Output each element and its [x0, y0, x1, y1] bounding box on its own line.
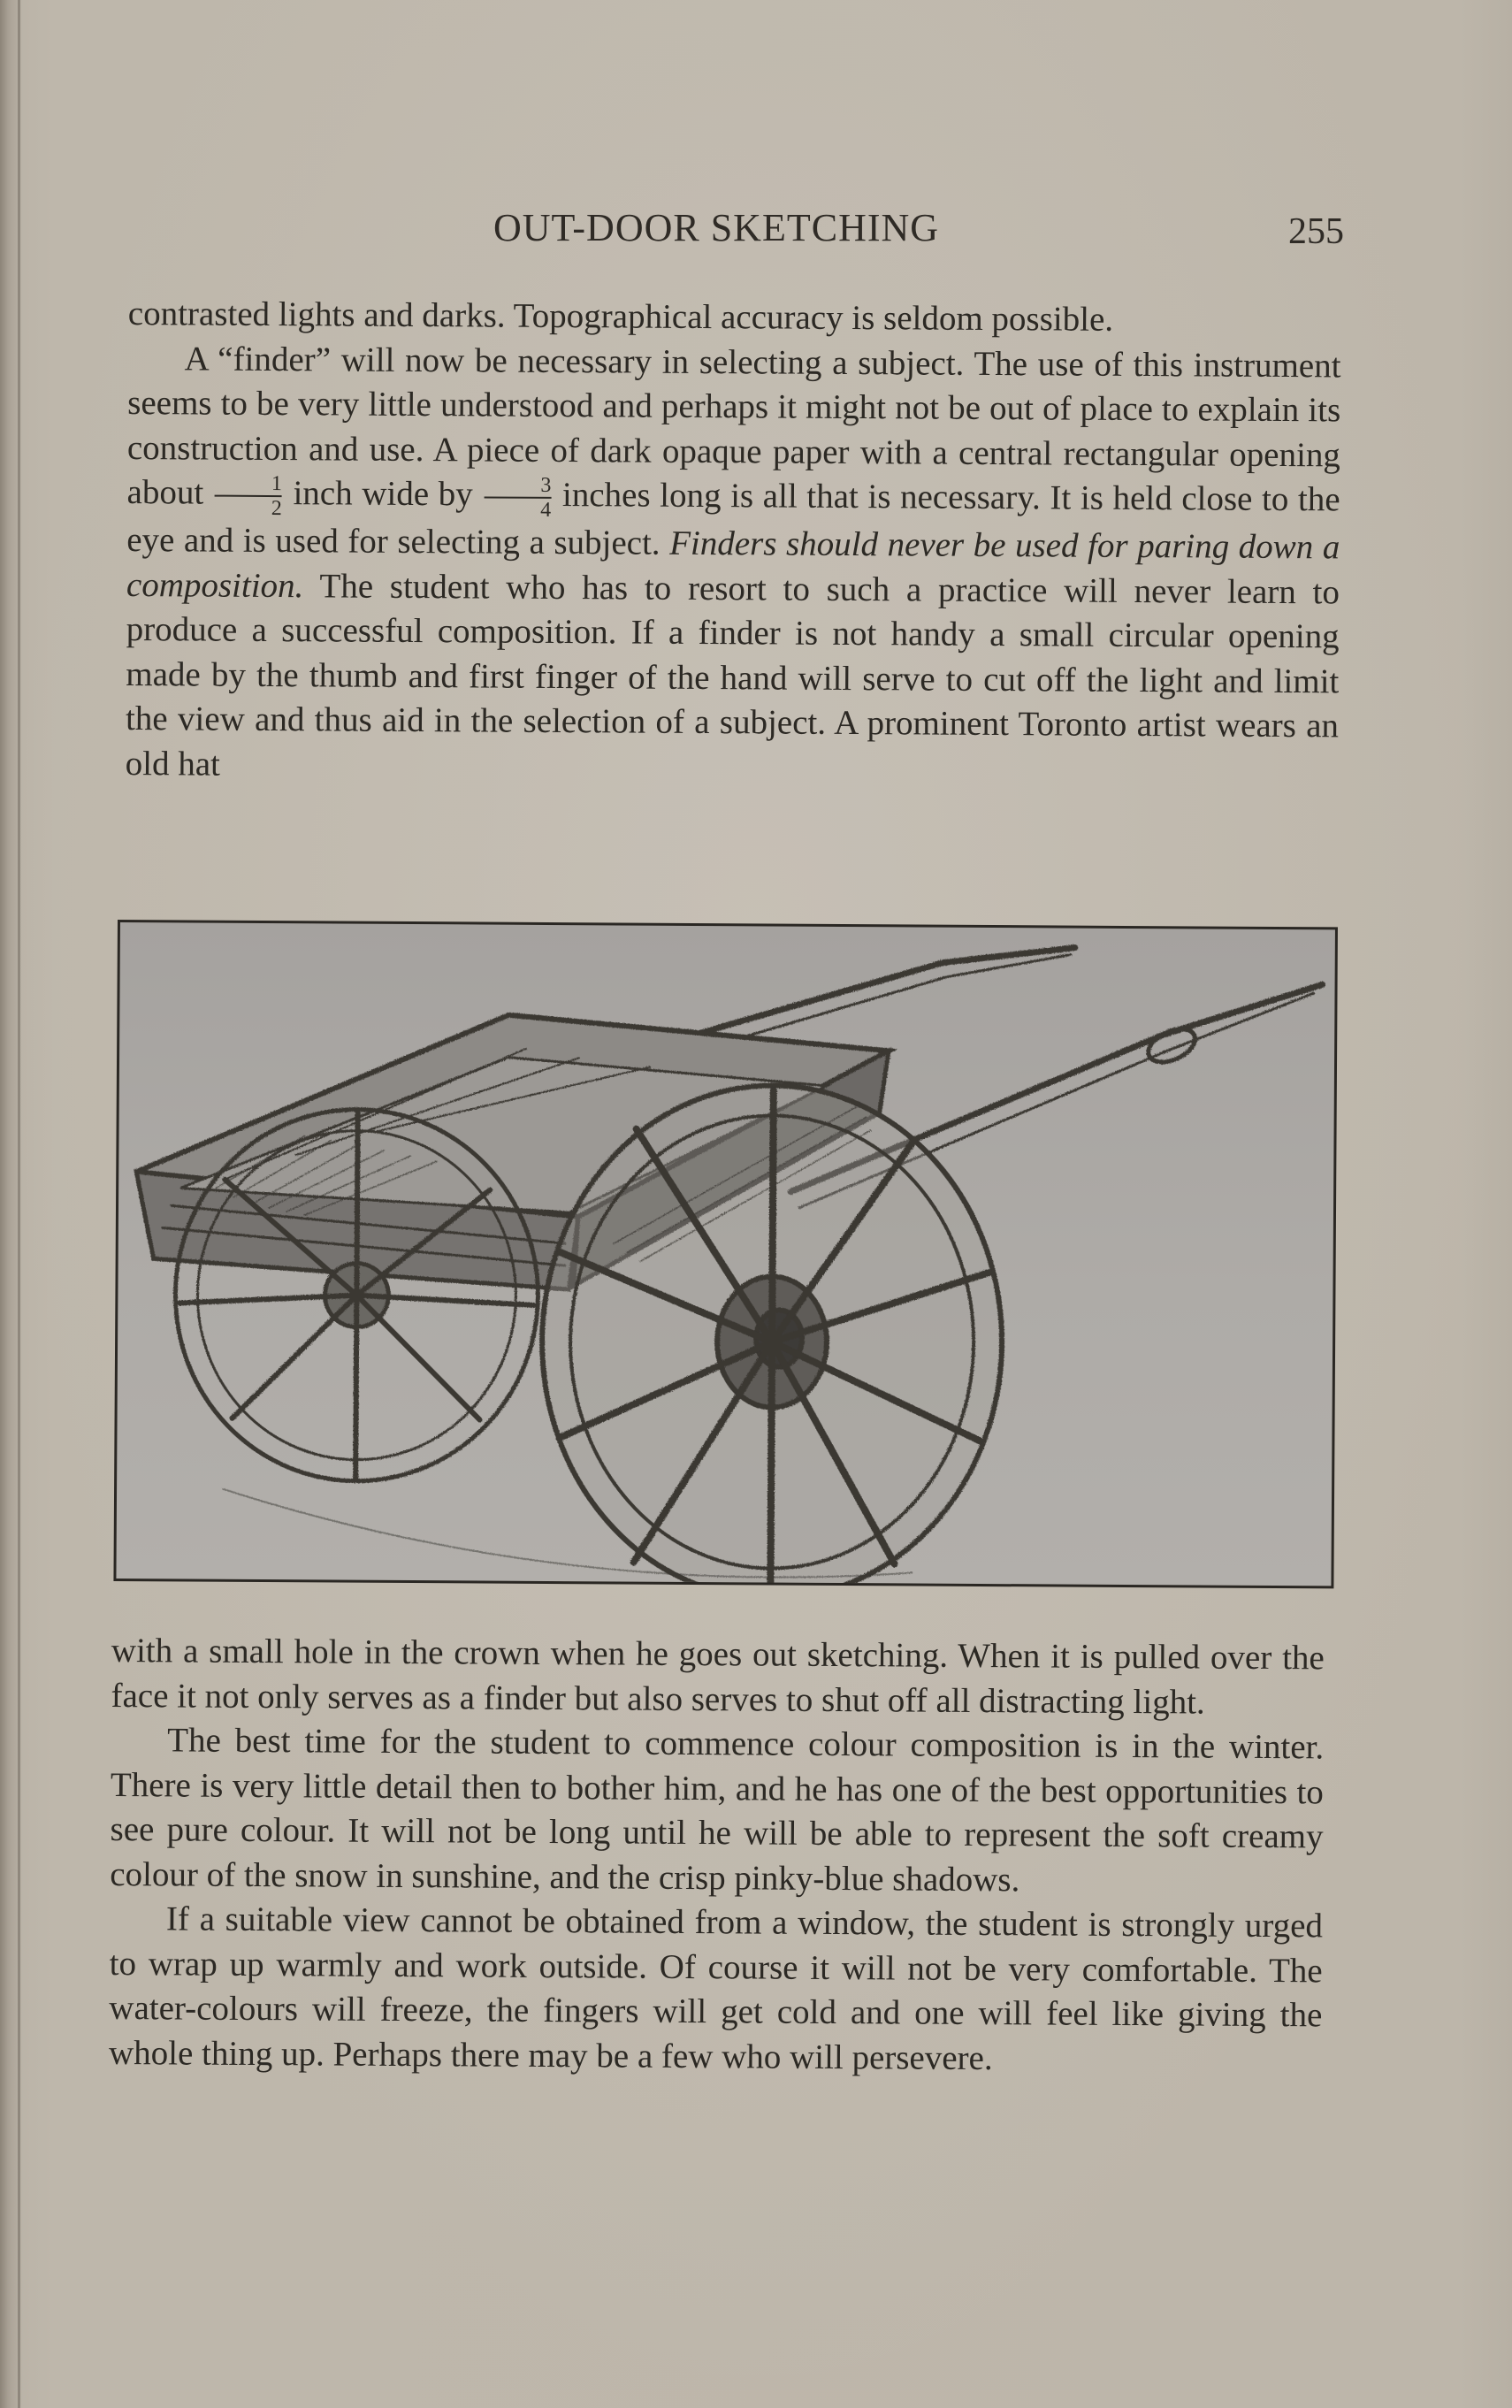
paragraph-hat-finder: with a small hole in the crown when he goes out sketching. When it is pulled over the face it not only serves as a finder but also serves to shut off all distracting light. — [111, 1632, 1325, 1722]
running-title: OUT-DOOR SKETCHING — [493, 206, 940, 249]
fraction-three-quarters — [484, 475, 551, 521]
shaft-ring — [1143, 1022, 1200, 1068]
binding-gutter — [18, 0, 20, 2408]
page-header — [124, 205, 1344, 258]
front-wheel — [540, 1084, 1004, 1586]
fraction-half-denominator: 2 — [271, 497, 282, 521]
paragraph-finder — [126, 336, 1341, 793]
paragraph-outside: If a suitable view cannot be obtained from a window, the student is strongly urged to wrap up warmly and work outside. Of course it will not be very comfortable. The water-colours will freeze, the fingers will get cold and one will feel like giving the whole thing up. Perhaps there may be a few who will persevere. — [108, 1900, 1324, 2077]
italic-emphasis: Finders should never be used for paring down a composition. — [126, 524, 1340, 605]
paragraph-finder-text-b: inch wide by — [293, 474, 473, 514]
paragraph-finder-text-a: A “finder” will now be necessary in selecting a subject. The use of this instrument seems to be very little understood and perhaps it might not be out of place to explain its construction and use. A piece of dark opaque paper with a central rectangular opening about — [126, 339, 1341, 512]
page-number: 255 — [1288, 211, 1344, 252]
cart-illustration — [113, 920, 1338, 1588]
body-text-bottom — [109, 1629, 1325, 2083]
cart-sketch-drawing — [116, 922, 1335, 1586]
paragraph-continued: contrasted lights and darks. Topographical accuracy is seldom possible. — [127, 294, 1114, 339]
fraction-half-numerator: 1 — [271, 472, 283, 496]
paragraph-winter: The best time for the student to commence colour composition is in the winter. There is very little detail then to bother him, and he has one of the best opportunities to see pure colour. It will not be long until he will be able to represent the soft creamy colour of the snow in sunshine, and the crisp pinky-blue shadows. — [110, 1721, 1325, 1899]
body-text-top — [126, 292, 1341, 793]
fraction-three-quarters-denominator: 4 — [540, 498, 552, 522]
fraction-three-quarters-numerator: 3 — [540, 473, 552, 497]
paragraph-finder-text-d: The student who has to resort to such a practice will never learn to produce a successful composition. If a finder is not handy a small circular opening made by the thumb and first finger of the hand will serve to cut off the light and limit the view and thus aid in the selection of a subject. A prominent Toronto artist wears an old hat — [125, 566, 1340, 784]
fraction-half — [215, 473, 282, 519]
paragraph-finder-text-c: inches long is all that is necessary. It is held close to the eye and is used for selecting a subject. — [126, 476, 1340, 562]
